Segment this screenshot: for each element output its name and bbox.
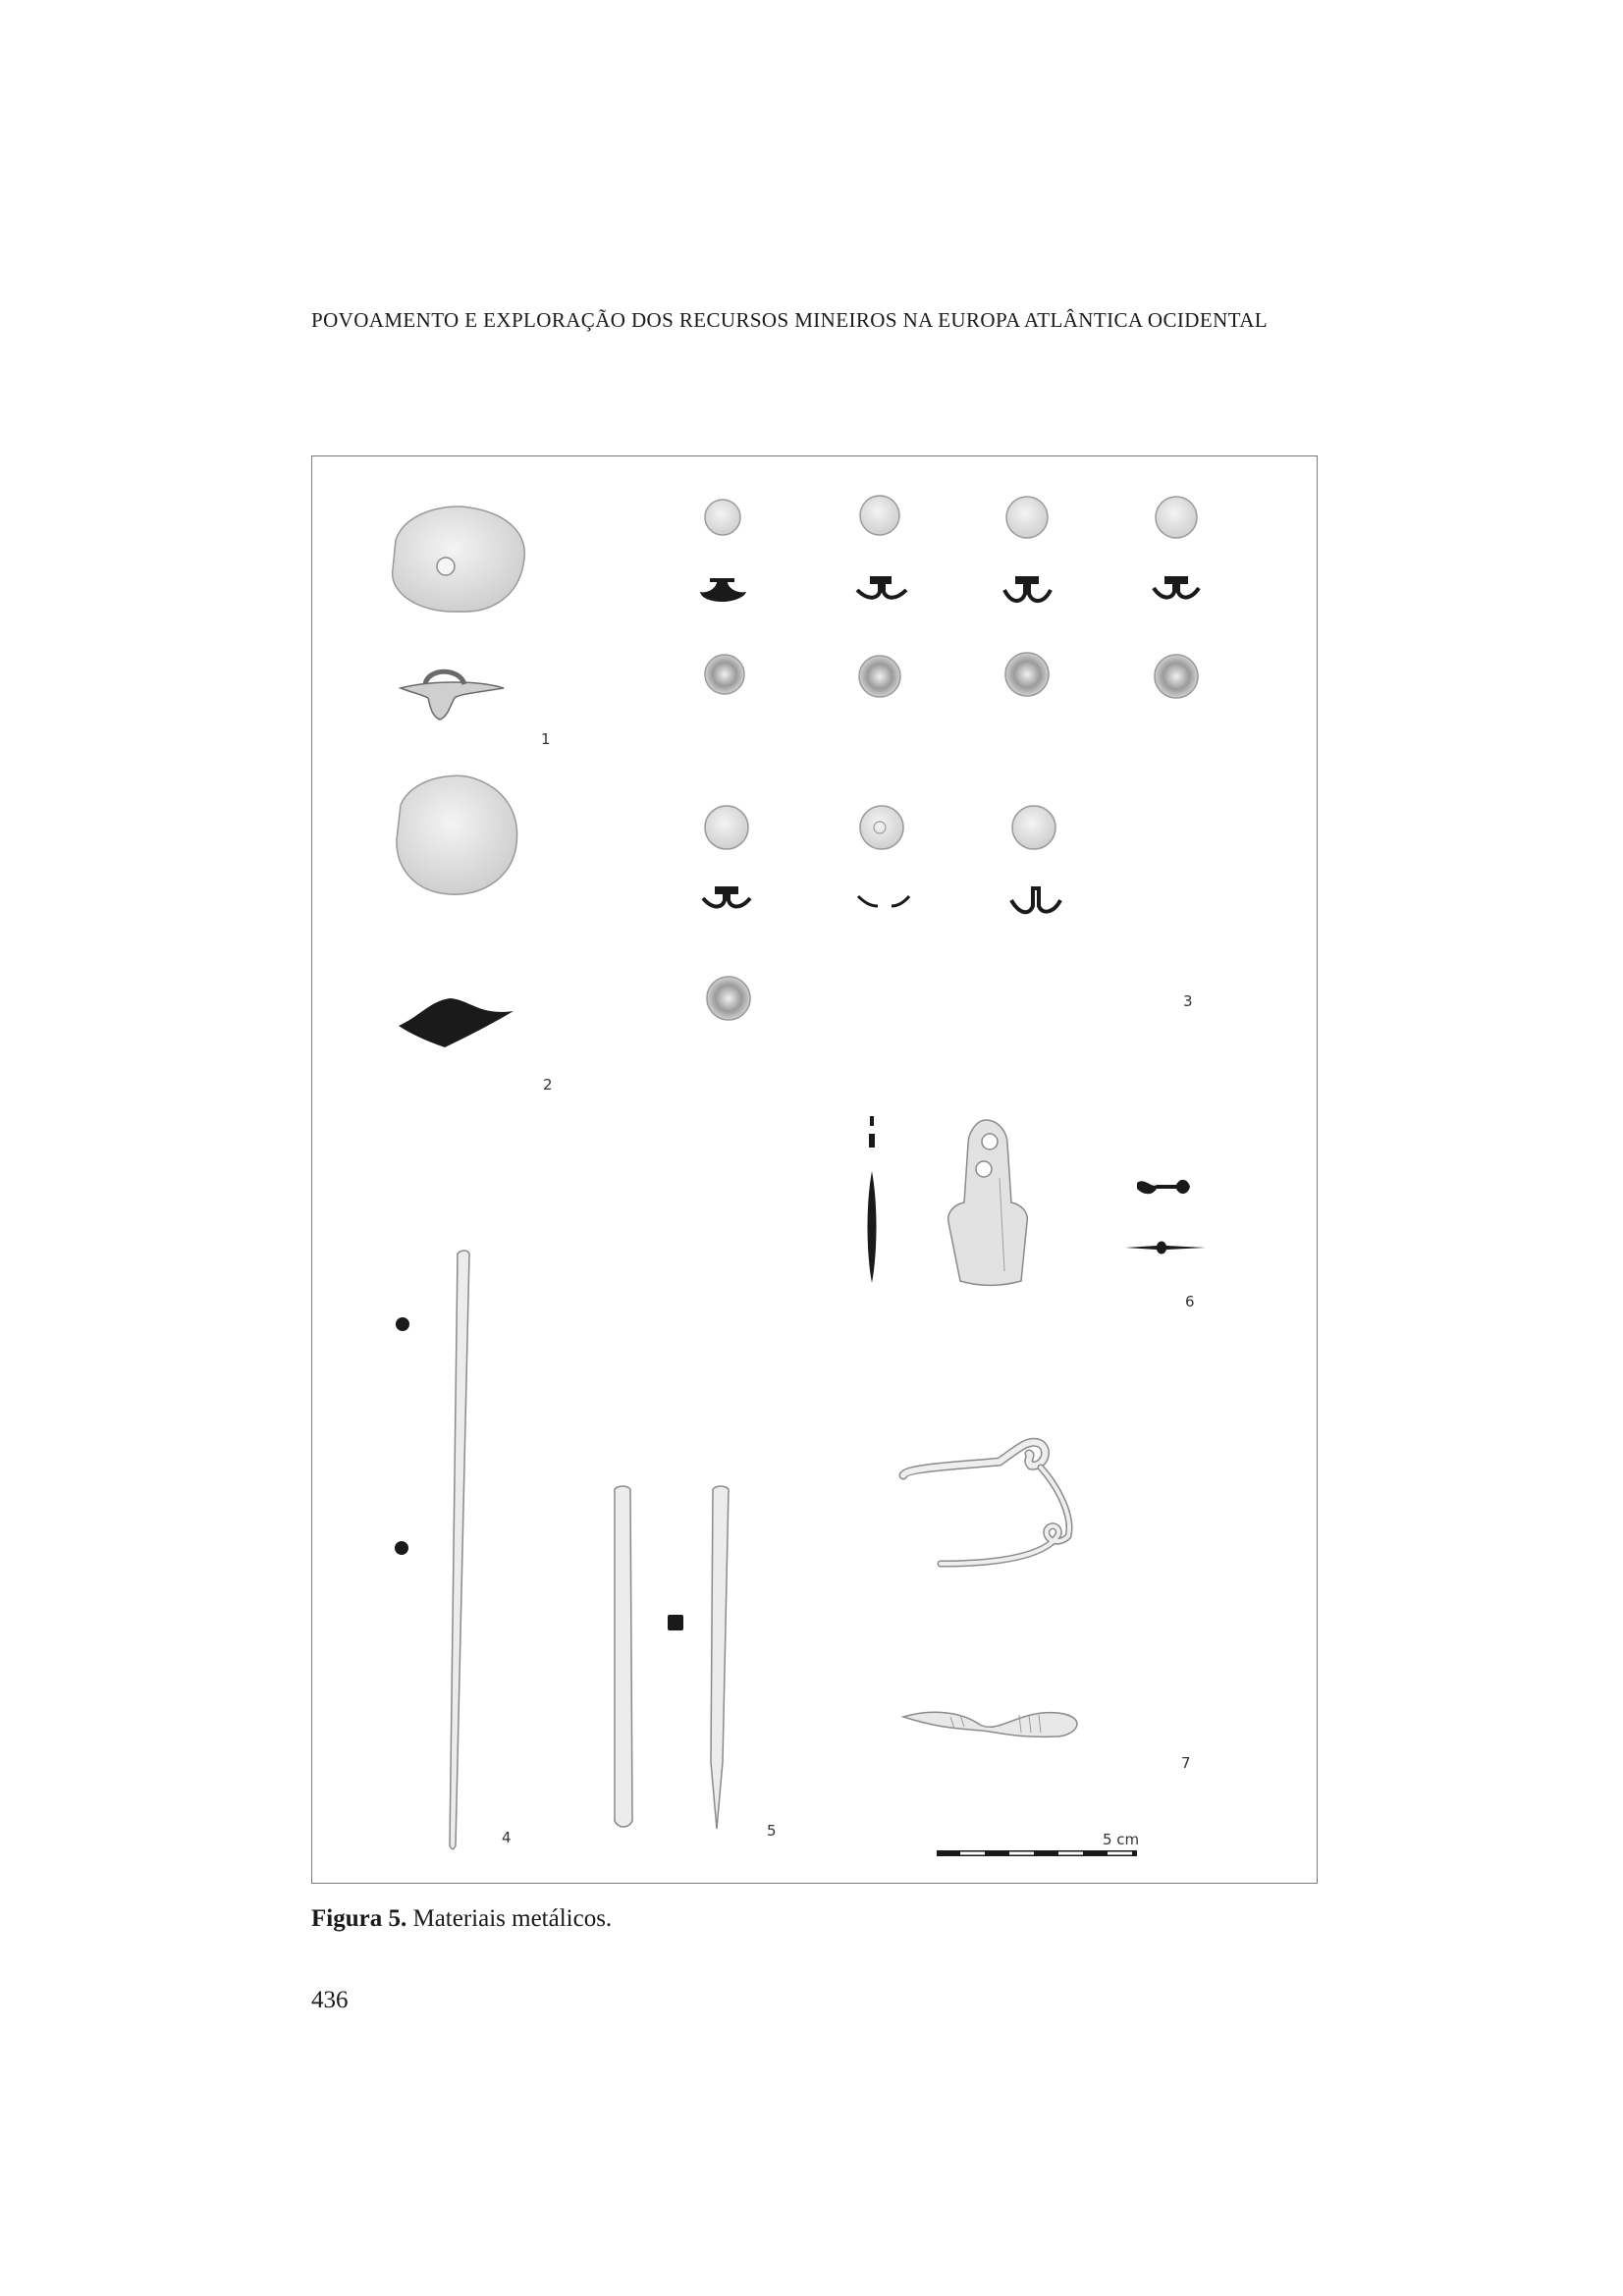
item-5-drawing [615,1486,729,1829]
page-number: 436 [311,1987,349,2013]
item-2-drawing [397,775,517,1047]
item-label-3: 3 [1183,992,1193,1010]
item-label-7: 7 [1181,1754,1191,1772]
item-3-drawing [700,496,1199,1020]
item-4-drawing [395,1251,469,1849]
item-label-2: 2 [543,1076,553,1094]
item-6-drawing [868,1116,1207,1286]
scale-bar-label: 5 cm [1103,1831,1140,1848]
scale-bar [937,1831,1139,1856]
figure-illustration [312,456,1319,1885]
item-label-4: 4 [502,1829,512,1846]
figure-frame [311,455,1318,1884]
caption-label: Figura 5. [311,1905,407,1932]
item-1-drawing [393,507,525,720]
item-7-drawing [903,1442,1077,1736]
item-label-6: 6 [1185,1293,1195,1310]
caption-text: Materiais metálicos. [412,1905,613,1932]
item-label-5: 5 [767,1822,777,1840]
figure-caption [311,1905,612,1933]
item-label-1: 1 [541,730,551,748]
running-header: POVOAMENTO E EXPLORAÇÃO DOS RECURSOS MINEIROS NA EUROPA ATLÂNTICA OCIDENTAL [311,308,1268,332]
